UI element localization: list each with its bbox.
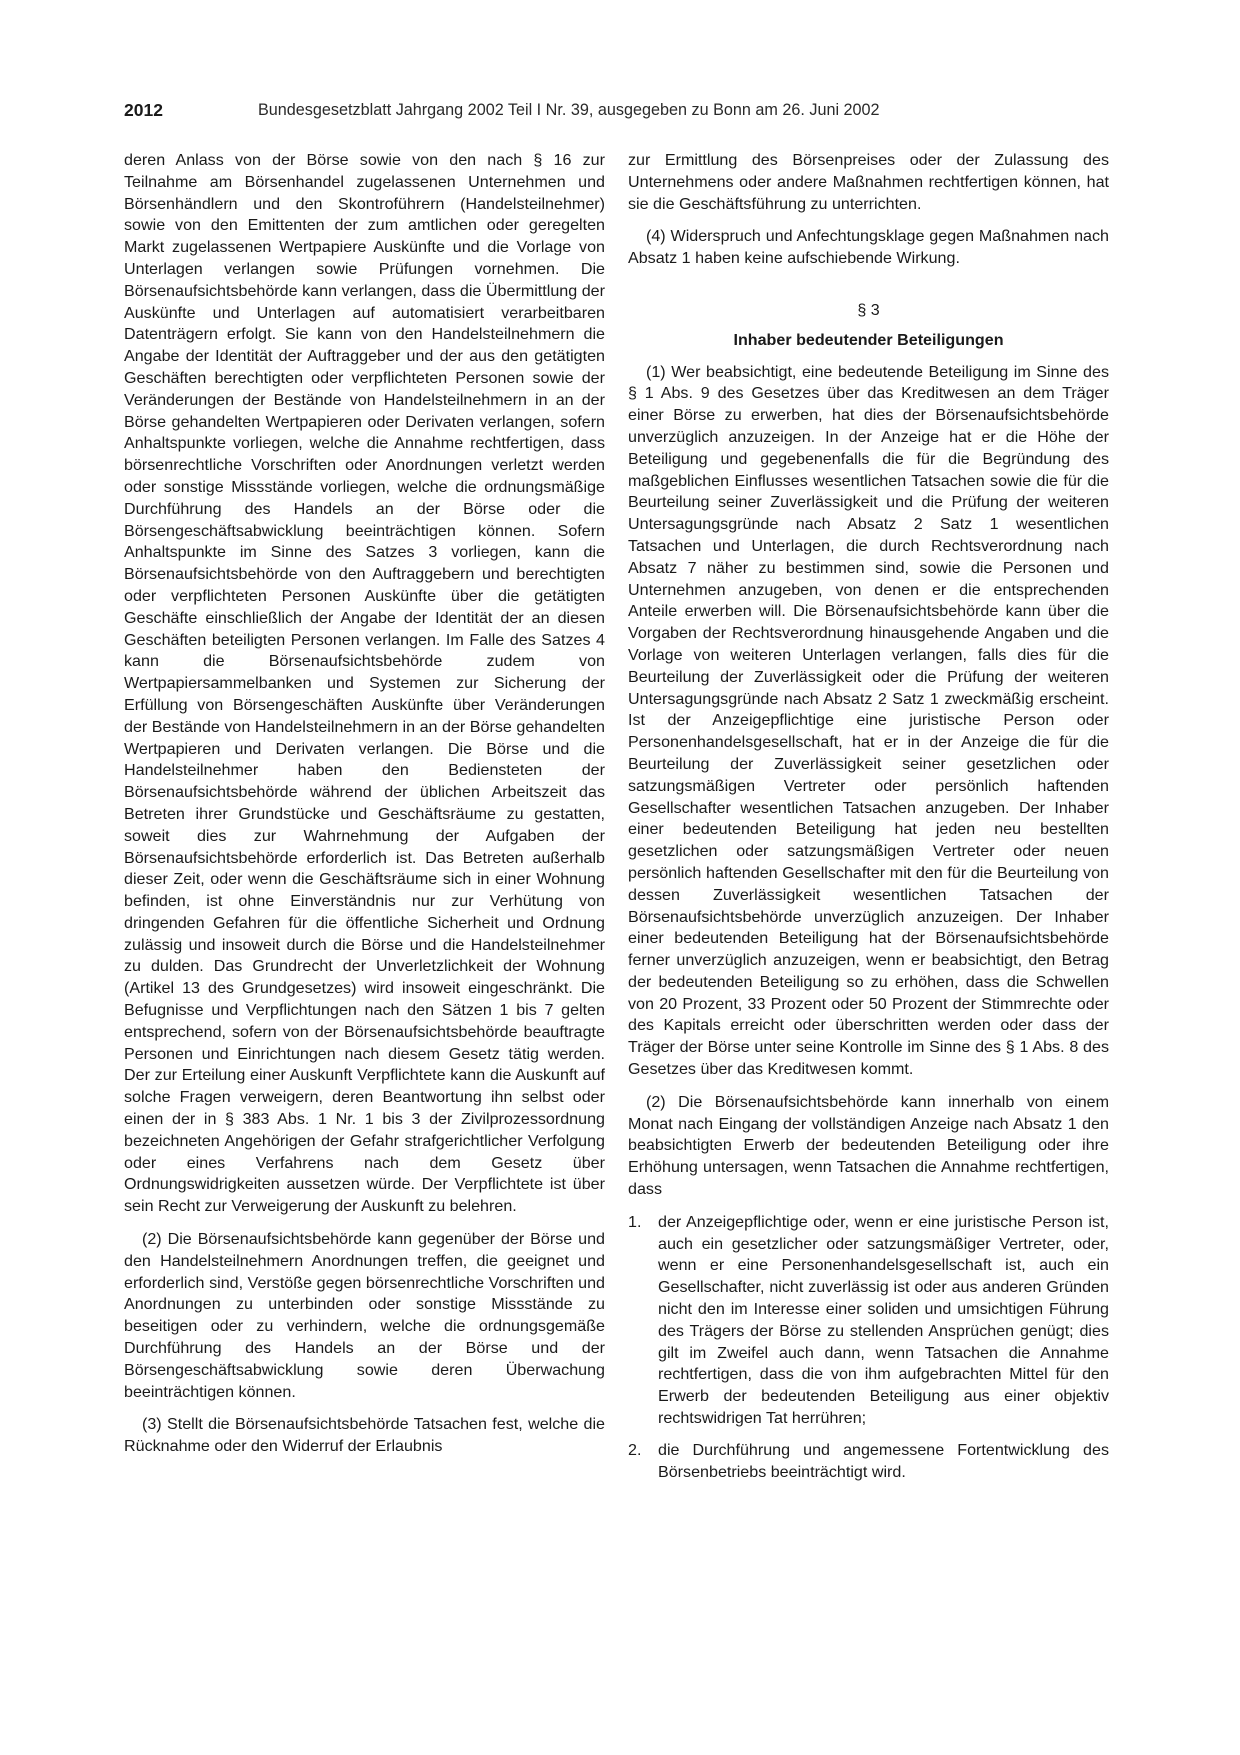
- paragraph-continued: deren Anlass von der Börse sowie von den nach § 16 zur Teilnahme am Börsenhandel zugelassenen Unternehmen und Börsenhändlern und den Skontroführern (Handelsteilnehmer) sowie von den Emittenten der zum amtlichen oder geregelten Markt zugelassenen Wertpapiere Auskünfte und die Vorlage von Unterlagen verlangen sowie Prüfungen vornehmen. Die Börsenaufsichtsbehörde kann verlangen, dass die Übermittlung der Auskünfte und Unterlagen auf automatisiert verarbeitbaren Datenträgern erfolgt. Sie kann von den Handelsteilnehmern die Angabe der Identität der Auftraggeber und der aus den getätigten Geschäften berechtigten oder verpflichteten Personen sowie der Veränderungen der Bestände von Handelsteilnehmern in an der Börse gehandelten Wertpapieren oder Derivaten verlangen, sofern Anhaltspunkte vorliegen, welche die Annahme rechtfertigen, dass börsenrechtliche Vorschriften oder Anordnungen verletzt werden oder sonstige Missstände vorliegen, welche die ordnungsmäßige Durchführung des Handels an der Börse oder die Börsengeschäftsabwicklung beeinträchtigen können. Sofern Anhaltspunkte im Sinne des Satzes 3 vorliegen, kann die Börsenaufsichtsbehörde von den Auftraggebern und berechtigten oder verpflichteten Personen Auskünfte über die getätigten Geschäfte einschließlich der Angabe der Identität der an diesen Geschäften beteiligten Personen verlangen. Im Falle des Satzes 4 kann die Börsenaufsichtsbehörde zudem von Wertpapiersammelbanken und Systemen zur Sicherung der Erfüllung von Börsengeschäften Auskünfte über Veränderungen der Bestände von Handelsteilnehmern in an der Börse gehandelten Wertpapieren und Derivaten verlangen. Die Börse und die Handelsteilnehmer haben den Bediensteten der Börsenaufsichtsbehörde während der üblichen Arbeitszeit das Betreten ihrer Grundstücke und Geschäftsräume zu gestatten, soweit dies zur Wahrnehmung der Aufgaben der Börsenaufsichtsbehörde erforderlich ist. Das Betreten außerhalb dieser Zeit, oder wenn die Geschäftsräume sich in einer Wohnung befinden, ist ohne Einverständnis nur zur Verhütung von dringenden Gefahren für die öffentliche Sicherheit und Ordnung zulässig und insoweit durch die Börse und die Handelsteilnehmer zu dulden. Das Grundrecht der Unverletzlichkeit der Wohnung (Artikel 13 des Grundgesetzes) wird insoweit eingeschränkt. Die Befugnisse und Verpflichtungen nach den Sätzen 1 bis 7 gelten entsprechend, sofern von der Börsenaufsichtsbehörde beauftragte Personen und Einrichtungen nach diesem Gesetz tätig werden. Der zur Erteilung einer Auskunft Verpflichtete kann die Auskunft auf solche Fragen verweigern, deren Beantwortung ihn selbst oder einen der in § 383 Abs. 1 Nr. 1 bis 3 der Zivilprozessordnung bezeichneten Angehörigen der Gefahr strafgerichtlicher Verfolgung oder eines Verfahrens nach dem Gesetz über Ordnungswidrigkeiten aussetzen würde. Der Verpflichtete ist über sein Recht zur Verweigerung der Auskunft zu belehren.: [124, 151, 605, 1216]
- paragraph-absatz-2: (2) Die Börsenaufsichtsbehörde kann innerhalb von einem Monat nach Eingang der vollständigen Anzeige nach Absatz 1 den beabsichtigten Erwerb der bedeutenden Beteiligung oder ihre Erhöhung untersagen, wenn Tatsachen die Annahme rechtfertigen, dass: [628, 1092, 1109, 1199]
- section-number: § 3: [857, 300, 880, 319]
- page-number: 2012: [124, 100, 163, 120]
- right-column: [628, 150, 1109, 1493]
- list-item-text: die Durchführung und angemessene Fortentwicklung des Börsenbetriebs beeinträchtigt wird.: [658, 1440, 1109, 1481]
- list-item-number: 2.: [628, 1440, 642, 1459]
- paragraph-continued: zur Ermittlung des Börsenpreises oder der Zulassung des Unternehmens oder andere Maßnahmen rechtfertigen können, hat sie die Geschäftsführung zu unterrichten.: [628, 151, 1109, 213]
- list-item: [628, 1440, 1109, 1484]
- paragraph-absatz-1: (1) Wer beabsichtigt, eine bedeutende Beteiligung im Sinne des § 1 Abs. 9 des Gesetzes über das Kreditwesen an dem Träger einer Börse zu erwerben, hat dies der Börsenaufsichtsbehörde unverzüglich anzuzeigen. In der Anzeige hat er die Höhe der Beteiligung und gegebenenfalls die für die Begründung des maßgeblichen Einflusses wesentlichen Tatsachen sowie die für die Beurteilung seiner Zuverlässigkeit und die Prüfung der weiteren Untersagungsgründe nach Absatz 2 Satz 1 wesentlichen Tatsachen und Unterlagen, die durch Rechtsverordnung nach Absatz 7 näher zu bestimmen sind, sowie die Personen und Unternehmen anzugeben, von denen er die entsprechenden Anteile erwerben will. Die Börsenaufsichtsbehörde kann über die Vorgaben der Rechtsverordnung hinausgehende Angaben und die Vorlage von weiteren Unterlagen verlangen, falls dies für die Beurteilung der Zuverlässigkeit oder die Prüfung der weiteren Untersagungsgründe nach Absatz 2 Satz 1 zweckmäßig erscheint. Ist der Anzeigepflichtige eine juristische Person oder Personenhandelsgesellschaft, hat er in der Anzeige die für die Beurteilung der Zuverlässigkeit seiner gesetzlichen oder satzungsmäßigen Vertreter oder persönlich haftenden Gesellschafter wesentlichen Tatsachen anzugeben. Der Inhaber einer bedeutenden Beteiligung hat jeden neu bestellten gesetzlichen oder satzungsmäßigen Vertreter oder neuen persönlich haftenden Gesellschafter mit den für die Beurteilung von dessen Zuverlässigkeit wesentlichen Tatsachen der Börsenaufsichtsbehörde unverzüglich anzuzeigen. Der Inhaber einer bedeutenden Beteiligung hat der Börsenaufsichtsbehörde ferner unverzüglich anzuzeigen, wenn er beabsichtigt, den Betrag der bedeutenden Beteiligung so zu erhöhen, dass die Schwellen von 20 Prozent, 33 Prozent oder 50 Prozent der Stimmrechte oder des Kapitals erreicht oder überschritten werden oder dass der Träger der Börse unter seine Kontrolle im Sinne des § 1 Abs. 8 des Gesetzes über das Kreditwesen kommt.: [628, 362, 1109, 1079]
- paragraph-absatz-4: (4) Widerspruch und Anfechtungsklage gegen Maßnahmen nach Absatz 1 haben keine aufschiebende Wirkung.: [628, 227, 1109, 268]
- page-header: [124, 100, 1116, 124]
- list-item: [628, 1212, 1109, 1430]
- list-item-number: 1.: [628, 1212, 642, 1231]
- left-column: [124, 150, 605, 1458]
- running-head: Bundesgesetzblatt Jahrgang 2002 Teil I Nr. 39, ausgegeben zu Bonn am 26. Juni 2002: [258, 101, 880, 119]
- paragraph-absatz-2: (2) Die Börsenaufsichtsbehörde kann gegenüber der Börse und den Handelsteilnehmern Anordnungen treffen, die geeignet und erforderlich sind, Verstöße gegen börsenrechtliche Vorschriften und Anordnungen zu unterbinden oder sonstige Missstände zu beseitigen oder zu verhindern, welche die ordnungsgemäße Durchführung des Handels an der Börse und der Börsengeschäftsabwicklung sowie deren Überwachung beeinträchtigen können.: [124, 1230, 605, 1401]
- paragraph-absatz-3: (3) Stellt die Börsenaufsichtsbehörde Tatsachen fest, welche die Rücknahme oder den Widerruf der Erlaubnis: [124, 1415, 605, 1456]
- section-title: Inhaber bedeutender Beteiligungen: [733, 330, 1004, 349]
- list-item-text: der Anzeigepflichtige oder, wenn er eine juristische Person ist, auch ein gesetzlicher oder satzungsmäßiger Vertreter, oder, wenn er eine Personenhandelsgesellschaft ist, auch ein Gesellschafter, nicht zuverlässig ist oder aus anderen Gründen nicht den im Interesse einer soliden und umsichtigen Führung des Trägers der Börse zu stellenden Ansprüchen genügt; dies gilt im Zweifel auch dann, wenn Tatsachen die Annahme rechtfertigen, dass die von ihm aufgebrachten Mittel für den Erwerb der bedeutenden Beteiligung aus einer objektiv rechtswidrigen Tat herrühren;: [658, 1212, 1109, 1428]
- numbered-list: [628, 1212, 1109, 1484]
